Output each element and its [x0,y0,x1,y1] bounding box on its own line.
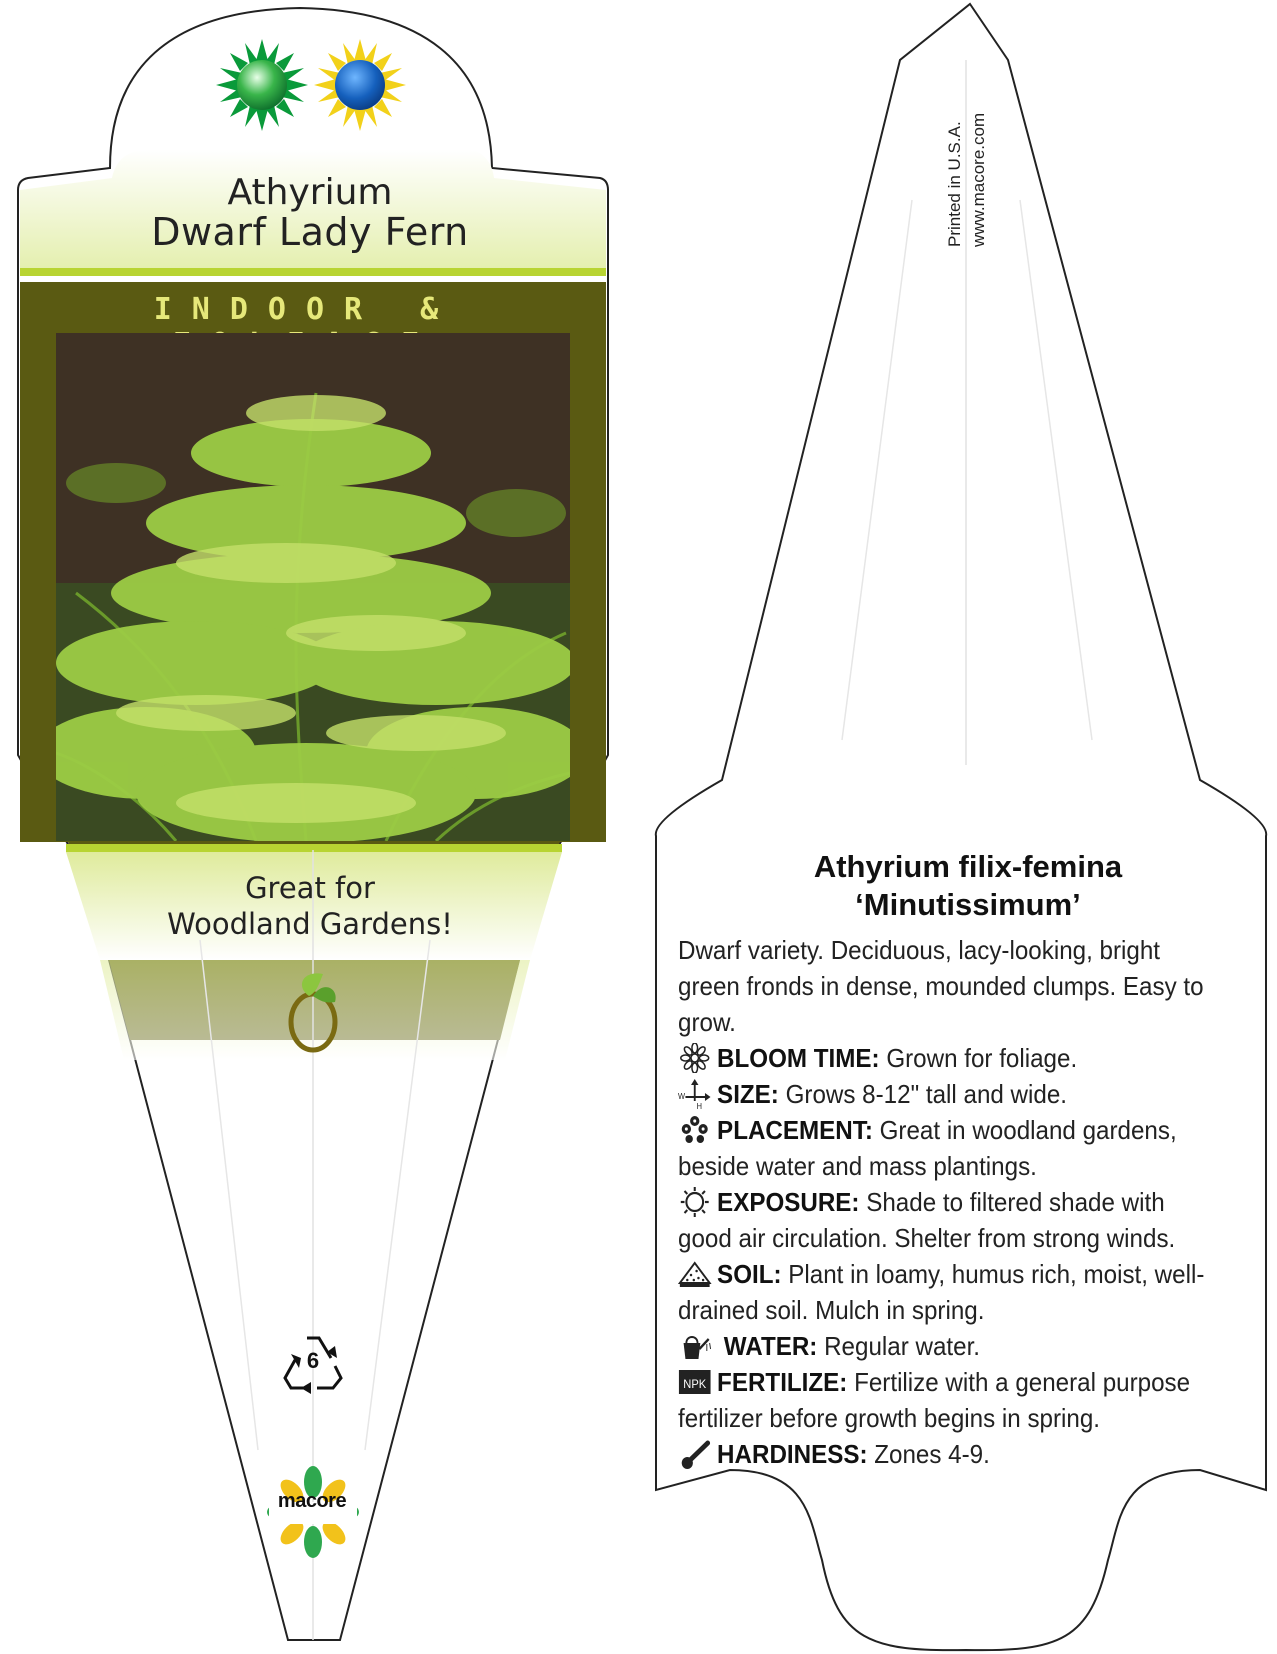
placement-label: PLACEMENT: [717,1115,873,1145]
fern-photo [56,333,570,841]
sun-outline-icon [678,1187,711,1217]
category-label: INDOOR & [153,292,459,327]
bloom-text: Grown for foliage. [886,1043,1078,1073]
description: Dwarf variety. Deciduous, lacy-looking, bright green fronds in dense, mounded clumps. Easy to grow. [678,935,1204,1037]
svg-text:NPK: NPK [683,1378,707,1392]
fern-illustration [56,333,570,841]
fertilize-text: Fertilize with a general purpose fertilizer before growth begins in spring. [678,1367,1191,1433]
website-label [944,52,988,252]
care-row-fertilize [678,1364,1217,1436]
care-row-soil [678,1256,1217,1328]
exposure-label: EXPOSURE: [717,1187,860,1217]
tagline [90,870,530,942]
common-name-title: Dwarf Lady Fern [151,210,469,254]
soil-text: Plant in loamy, humus rich, moist, well-drained soil. Mulch in spring. [678,1259,1205,1325]
hardiness-text: Zones 4-9. [874,1439,990,1469]
hardiness-label: HARDINESS: [717,1439,868,1469]
tagline-line-1: Great for [245,871,375,905]
exposure-text: Shade to filtered shade with good air circulation. Shelter from strong winds. [678,1187,1176,1253]
water-label: WATER: [723,1331,818,1361]
fertilize-label: FERTILIZE: [717,1367,848,1397]
care-row-size [678,1076,1217,1112]
thermometer-icon [678,1439,711,1469]
svg-text:W: W [678,1091,686,1102]
soil-label: SOIL: [717,1259,782,1289]
size-text: Grows 8-12" tall and wide. [785,1079,1068,1109]
care-row-bloom [678,1040,1217,1076]
scientific-name-line-1: Athyrium filix-femina [813,849,1123,884]
brand-name: macore [277,1490,347,1512]
npk-bag-icon [678,1367,711,1397]
soil-pile-icon [678,1259,711,1289]
flower-icon [678,1043,711,1073]
scientific-name [700,848,1236,924]
water-text: Regular water. [824,1331,981,1361]
size-label: SIZE: [717,1079,779,1109]
printed-in-text: Printed in U.S.A. [945,121,964,247]
scientific-name-line-2: ‘Minutissimum’ [855,887,1081,922]
placement-flowers-icon [678,1115,711,1145]
care-row-placement [678,1112,1217,1184]
care-row-exposure [678,1184,1217,1256]
header-accent [20,268,606,276]
recycle-code: 6 [306,1348,320,1373]
bloom-label: BLOOM TIME: [717,1043,880,1073]
genus-title: Athyrium [227,172,393,213]
svg-text:H: H [696,1101,702,1109]
care-row-water [678,1328,1217,1364]
placement-text: Great in woodland gardens, beside water and mass plantings. [678,1115,1177,1181]
size-arrows-icon [678,1079,711,1109]
care-instructions [678,932,1217,1472]
watering-can-icon [678,1331,711,1361]
tagline-line-2: Woodland Gardens! [167,907,453,941]
website-text: www.macore.com [969,112,988,247]
care-row-hardiness [678,1436,1217,1472]
